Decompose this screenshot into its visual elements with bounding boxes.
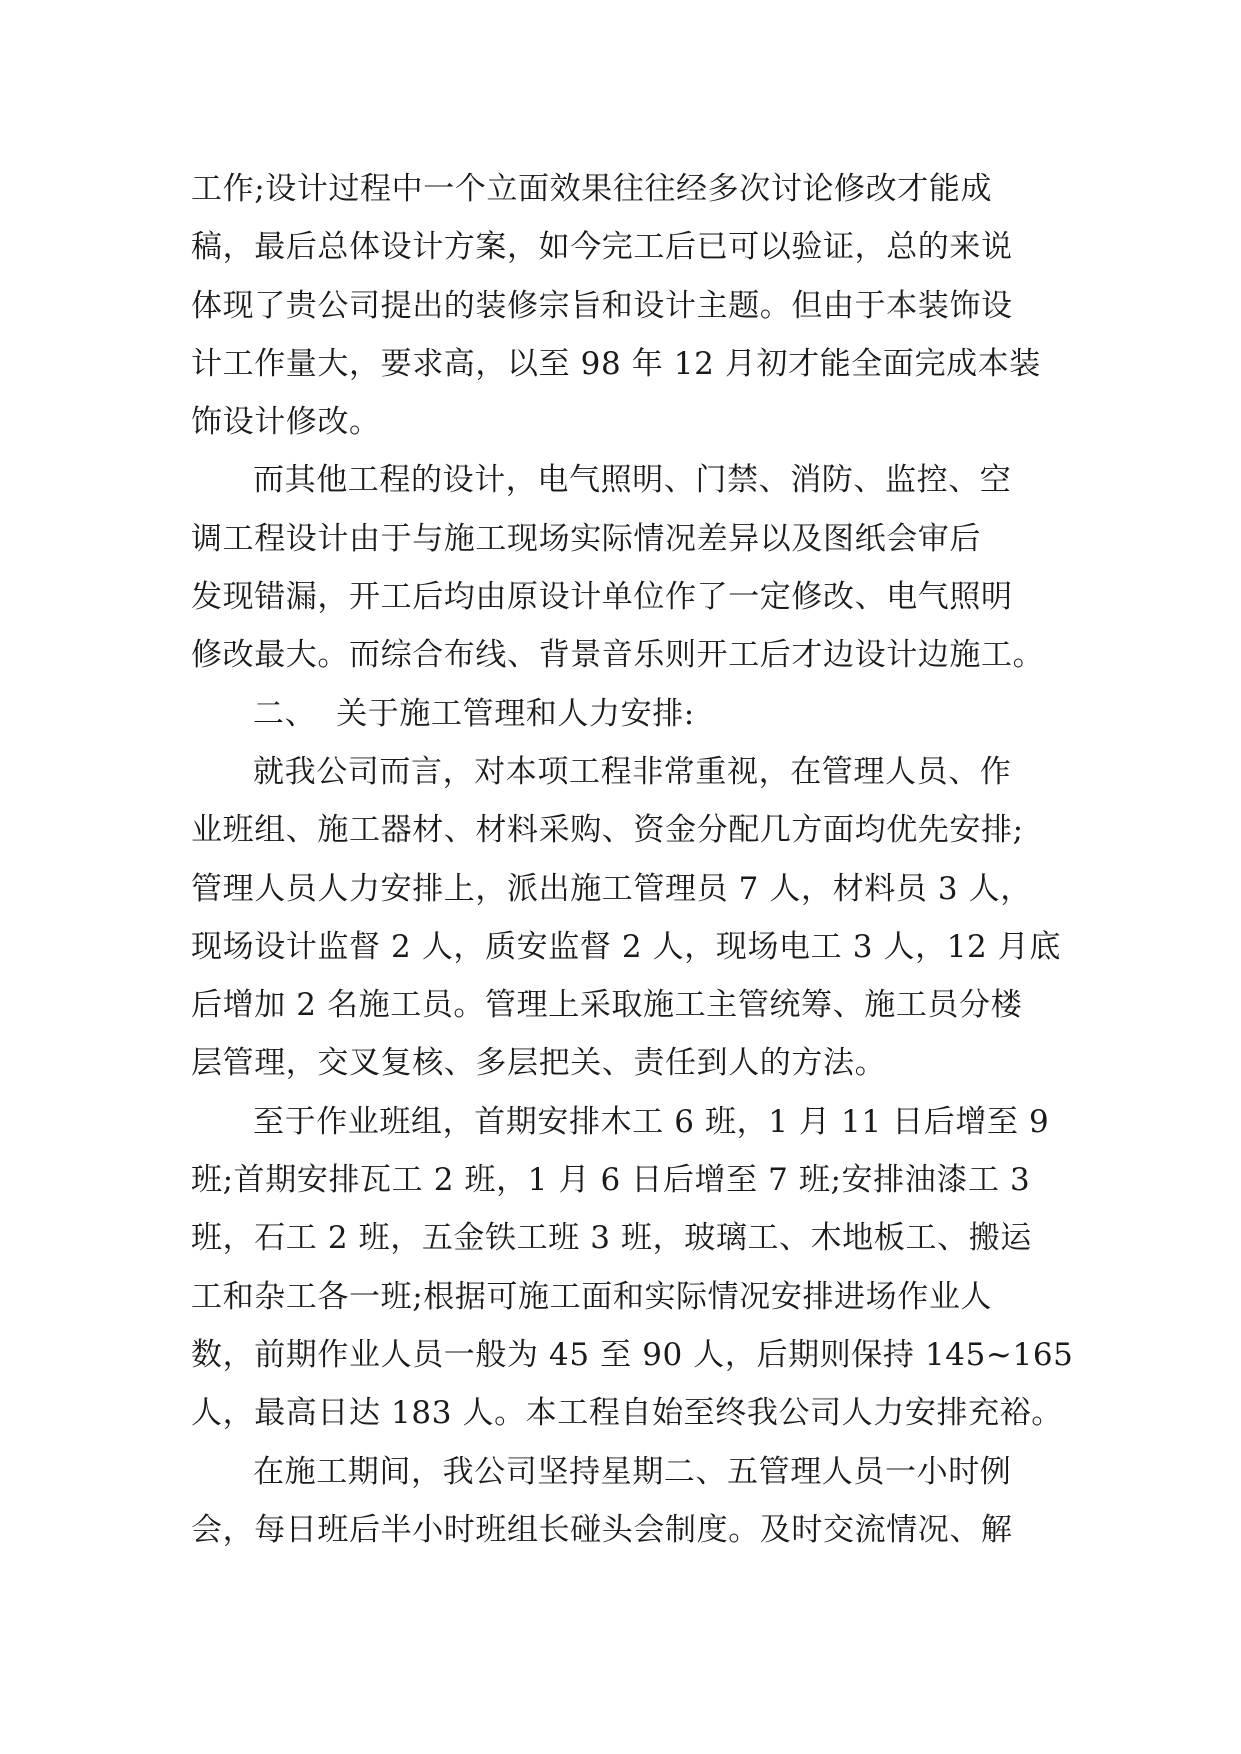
text-line: 饰设计修改。 <box>191 404 381 441</box>
section-heading <box>191 685 1051 743</box>
text-line: 管理人员人力安排上，派出施工管理员 7 人，材料员 3 人， <box>191 870 1032 907</box>
text-line: 层管理，交叉复核、多层把关、责任到人的方法。 <box>191 1045 887 1082</box>
text-line: 班，石工 2 班，五金铁工班 3 班，玻璃工、木地板工、搬运 <box>191 1220 1032 1257</box>
text-line: 现场设计监督 2 人，质安监督 2 人，现场电工 3 人，12 月底 <box>191 928 1061 965</box>
text-line: 后增加 2 名施工员。管理上采取施工主管统筹、施工员分楼 <box>191 987 1023 1024</box>
text-line: 修改最大。而综合布线、背景音乐则开工后才边设计边施工。 <box>191 637 1045 674</box>
text-line: 计工作量大，要求高，以至 98 年 12 月初才能全面完成本装 <box>191 345 1041 382</box>
paragraph-start-line: 至于作业班组，首期安排木工 6 班，1 月 11 日后增至 9 <box>253 1103 1050 1140</box>
text-line: 业班组、施工器材、材料采购、资金分配几方面均优先安排; <box>191 812 1024 849</box>
paragraph-start-line: 在施工期间，我公司坚持星期二、五管理人员一小时例 <box>253 1453 1012 1490</box>
paragraph-start-line: 而其他工程的设计，电气照明、门禁、消防、监控、空 <box>253 462 1012 499</box>
text-line: 人，最高日达 183 人。本工程自始至终我公司人力安排充裕。 <box>191 1395 1063 1432</box>
paragraph-start-line: 就我公司而言，对本项工程非常重视，在管理人员、作 <box>253 753 1012 790</box>
text-line: 会，每日班后半小时班组长碰头会制度。及时交流情况、解 <box>191 1511 1013 1548</box>
text-line: 发现错漏，开工后均由原设计单位作了一定修改、电气照明 <box>191 579 1013 616</box>
text-line: 稿，最后总体设计方案，如今完工后已可以验证，总的来说 <box>191 229 1013 266</box>
text-line: 工作;设计过程中一个立面效果往往经多次讨论修改才能成 <box>191 171 993 207</box>
text-line: 班;首期安排瓦工 2 班，1 月 6 日后增至 7 班;安排油漆工 3 <box>191 1162 1031 1199</box>
section-number: 二、 <box>253 695 317 732</box>
body-text <box>191 160 1074 1559</box>
text-line: 调工程设计由于与施工现场实际情况差异以及图纸会审后 <box>191 520 981 557</box>
text-line: 数，前期作业人员一般为 45 至 90 人，后期则保持 145~165 <box>191 1336 1074 1373</box>
section-title: 关于施工管理和人力安排: <box>336 695 695 732</box>
text-line: 体现了贵公司提出的装修宗旨和设计主题。但由于本装饰设 <box>191 287 1013 324</box>
text-line: 工和杂工各一班;根据可施工面和实际情况安排进场作业人 <box>191 1278 993 1315</box>
